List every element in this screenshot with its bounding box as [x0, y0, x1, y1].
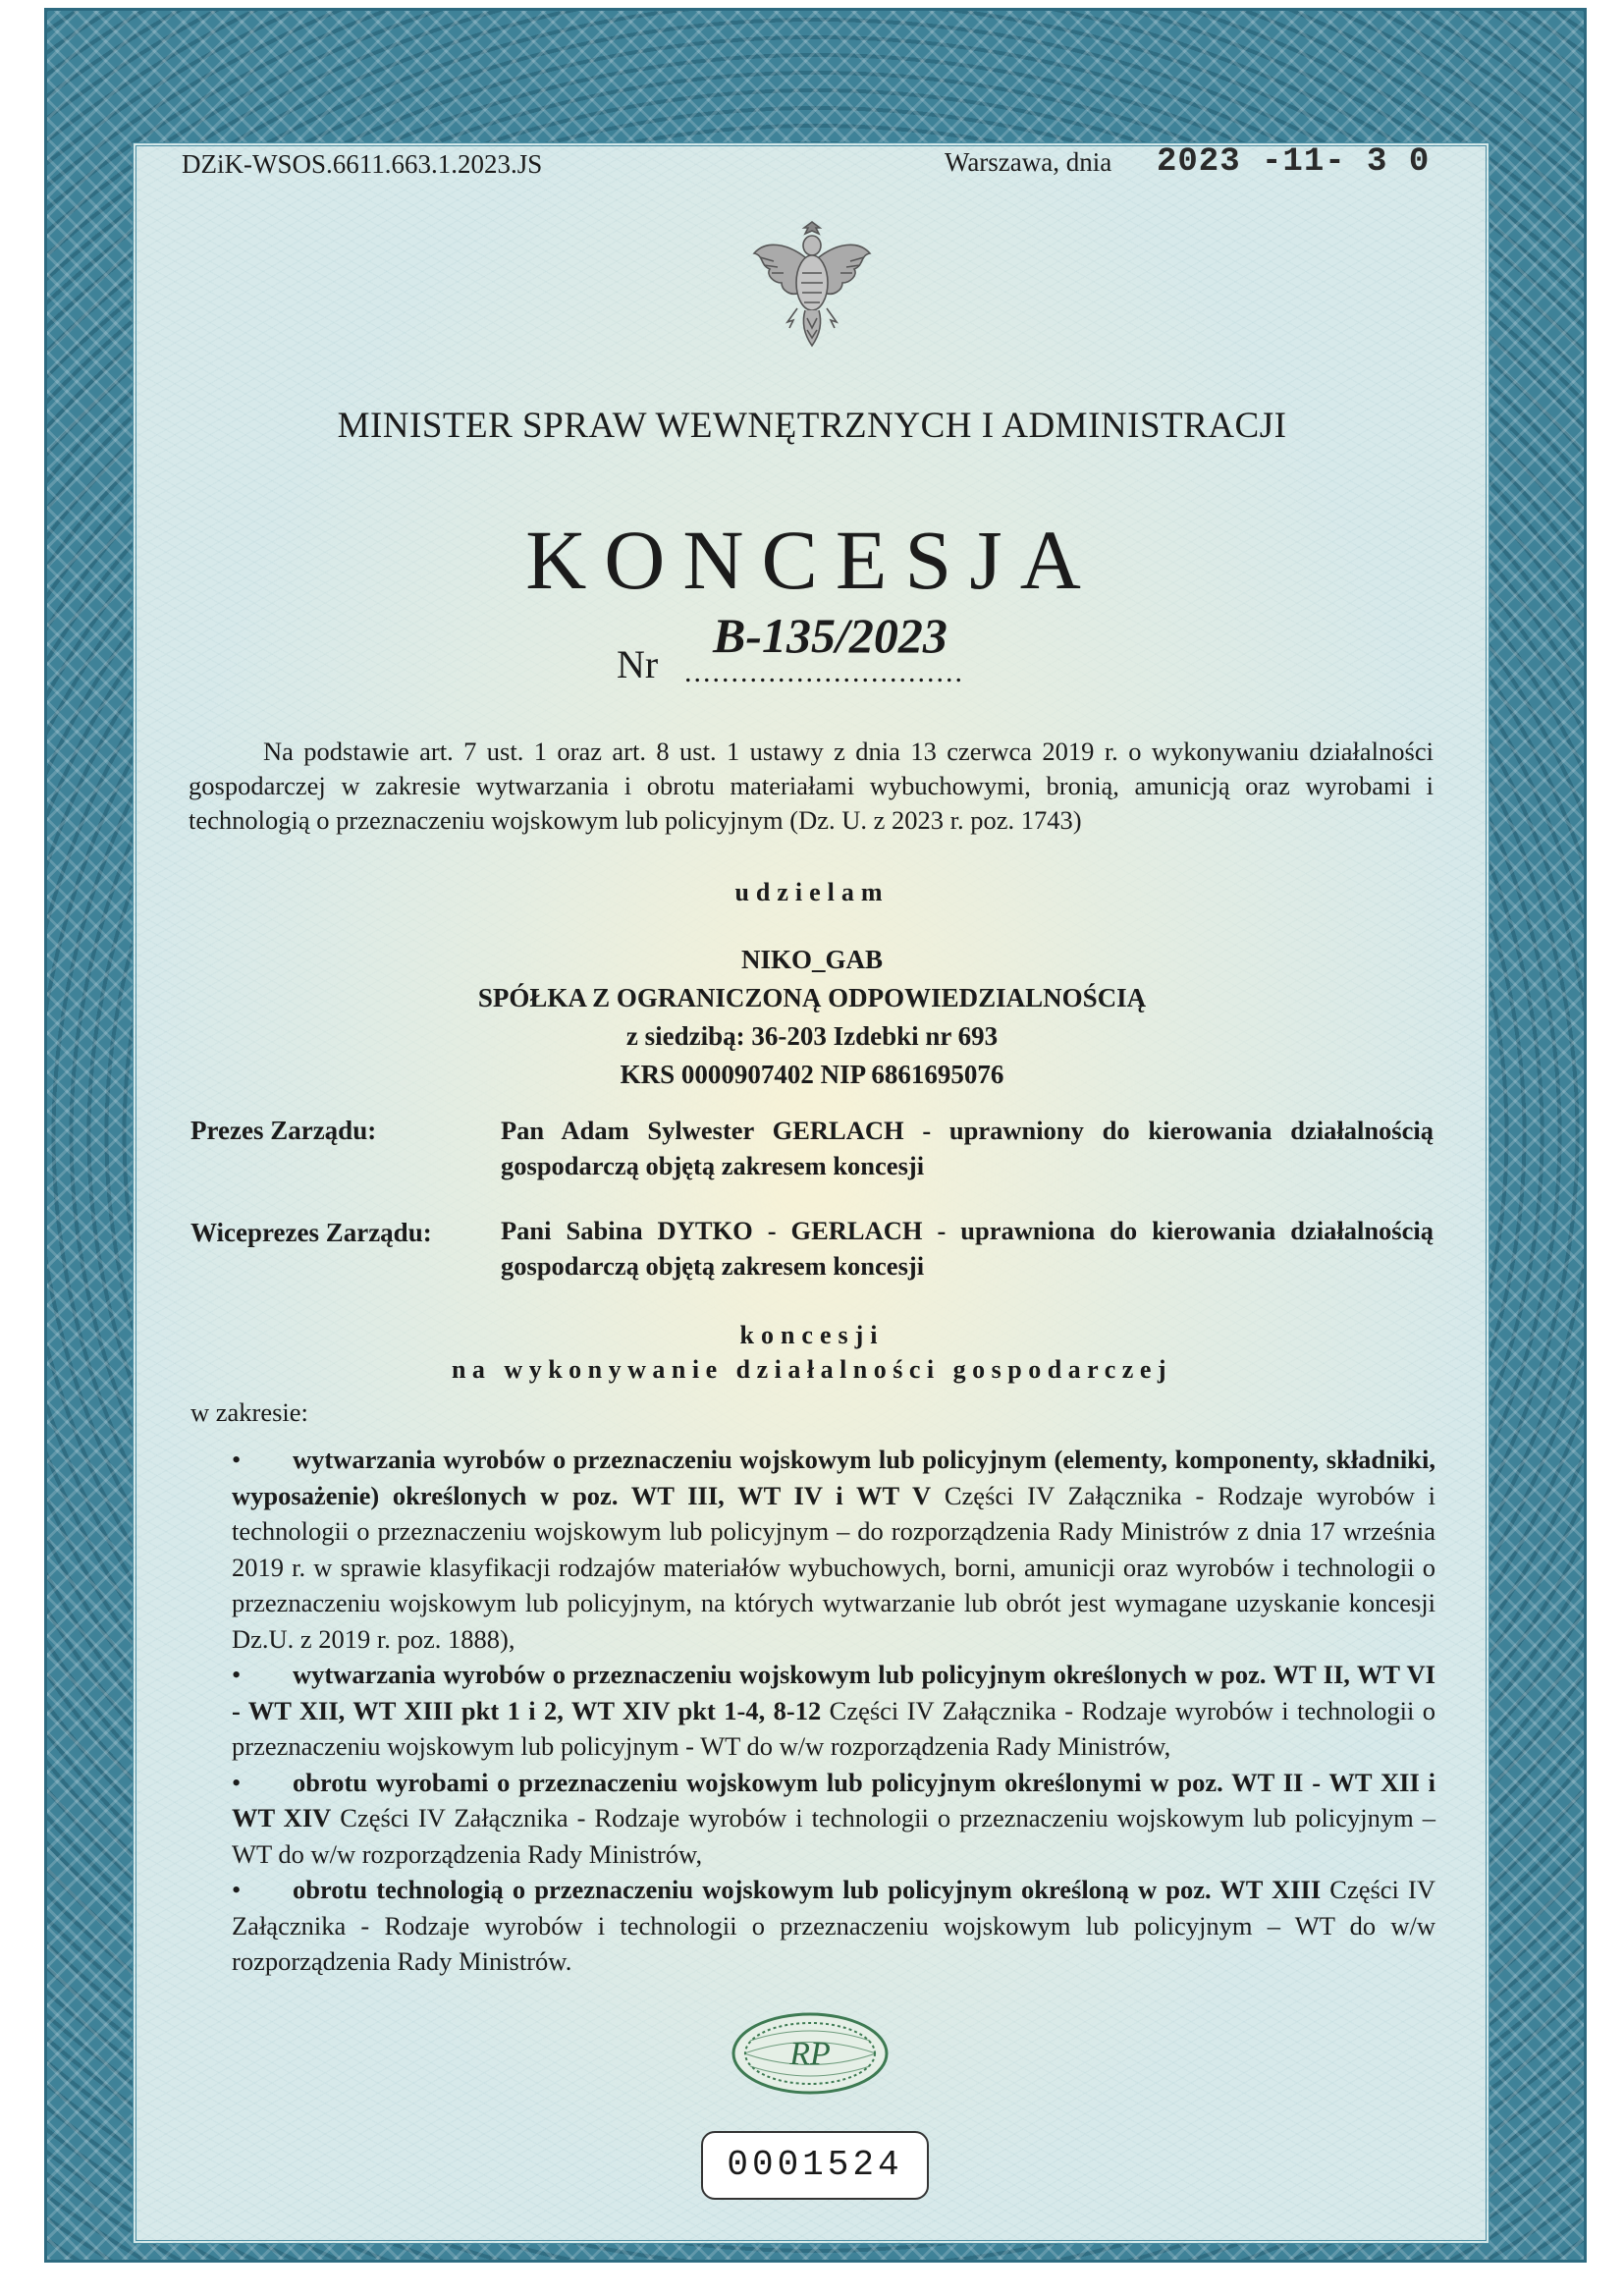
vice-president-role-label: Wiceprezes Zarządu:	[190, 1218, 432, 1247]
number-dotted-line: ..............................	[684, 656, 964, 688]
bullet-icon: •	[232, 1875, 242, 1904]
document-title: KONCESJA	[525, 513, 1099, 607]
scope-item-bold: obrotu wyrobami o przeznaczeniu wojskowym lub policyjnym określonymi w poz. WT II - WT XII i WT XIV	[232, 1767, 1435, 1832]
rp-seal-icon	[731, 2011, 890, 2096]
scope-item-text: Części IV Załącznika - Rodzaje wyrobów i technologii o przeznaczeniu wojskowym lub policyjnym – WT do w/w rozporządzenia Rady Ministrów,	[232, 1803, 1435, 1869]
bullet-icon: •	[232, 1445, 242, 1474]
bullet-icon: •	[232, 1767, 242, 1797]
company-seat: z siedzibą: 36-203 Izdebki nr 693	[625, 1021, 999, 1051]
activity-heading: na wykonywanie działalności gospodarczej	[451, 1355, 1173, 1384]
scope-item	[232, 1657, 1435, 1765]
eagle-emblem-icon	[748, 214, 876, 352]
concession-word: koncesji	[739, 1321, 885, 1349]
license-number: B-135/2023	[713, 608, 947, 663]
scope-item-bold: wytwarzania wyrobów o przeznaczeniu wojskowym lub policyjnym (elementy, komponenty, składniki, wyposażenie) określonych w poz. WT III, WT IV i WT V	[232, 1445, 1435, 1510]
company-form: SPÓŁKA Z OGRANICZONĄ ODPOWIEDZIALNOŚCIĄ	[477, 983, 1147, 1012]
grant-word: udzielam	[734, 878, 890, 906]
company-block	[177, 941, 1447, 1094]
scope-item-bold: obrotu technologią o przeznaczeniu wojskowym lub policyjnym określoną w poz. WT XIII	[293, 1875, 1322, 1904]
serial-number: 0001524	[701, 2131, 929, 2200]
reference-number: DZiK-WSOS.6611.663.1.2023.JS	[182, 149, 543, 179]
vice-president-description: Pani Sabina DYTKO - GERLACH - uprawniona do kierowania działalnością gospodarczą objętą zakresem koncesji	[501, 1216, 1434, 1281]
scope-item	[232, 1765, 1435, 1873]
company-name: NIKO_GAB	[740, 945, 884, 974]
date-label: Warszawa, dnia	[945, 147, 1112, 177]
scope-item	[232, 1442, 1435, 1657]
scope-list	[232, 1442, 1435, 1980]
president-description: Pan Adam Sylwester GERLACH - uprawniony do kierowania działalnością gospodarczą objętą zakresem koncesji	[501, 1116, 1434, 1180]
scope-item-bold: wytwarzania wyrobów o przeznaczeniu wojskowym lub policyjnym określonych w poz. WT II, WT VI - WT XII, WT XIII pkt 1 i 2, WT XIV pkt 1-4, 8-12	[232, 1660, 1435, 1725]
bullet-icon: •	[232, 1660, 242, 1689]
scope-item-text: Części IV Załącznika - Rodzaje wyrobów i technologii o przeznaczeniu wojskowym lub policyjnym – do rozporządzenia Rady Ministrów z dnia 17 września 2019 r. w sprawie klasyfikacji rodzajów materiałów wybuchowych, borni, amunicji oraz wyrobów i technologii o przeznaczeniu wojskowym lub policyjnym, na których wytwarzanie lub obrót jest wymagane uzyskanie koncesji Dz.U. z 2019 r. poz. 1888),	[232, 1480, 1435, 1654]
scope-item	[232, 1872, 1435, 1980]
scope-label: w zakresie:	[190, 1397, 308, 1427]
scope-item-text: Części IV Załącznika - Rodzaje wyrobów i technologii o przeznaczeniu wojskowym lub policyjnym - WT do w/w rozporządzenia Rady Ministrów,	[232, 1695, 1435, 1761]
legal-basis-paragraph: Na podstawie art. 7 ust. 1 oraz art. 8 ust. 1 ustawy z dnia 13 czerwca 2019 r. o wykonywaniu działalności gospodarczej w zakresie wytwarzania i obrotu materiałami wybuchowymi, bronią, amunicją oraz wyrobami i technologią o przeznaczeniu wojskowym lub policyjnym (Dz. U. z 2023 r. poz. 1743)	[189, 737, 1434, 835]
president-role-label: Prezes Zarządu:	[190, 1116, 377, 1145]
scope-item-text: Części IV Załącznika - Rodzaje wyrobów i technologii o przeznaczeniu wojskowym lub policyjnym – WT do w/w rozporządzenia Rady Ministrów.	[232, 1875, 1435, 1976]
issuing-authority: MINISTER SPRAW WEWNĘTRZNYCH I ADMINISTRACJI	[337, 406, 1287, 446]
company-registry: KRS 0000907402 NIP 6861695076	[620, 1060, 1004, 1089]
date-stamp: 2023 -11- 3 0	[1157, 143, 1431, 181]
number-label: Nr	[617, 642, 659, 686]
seal-letters: RP	[789, 2036, 831, 2072]
